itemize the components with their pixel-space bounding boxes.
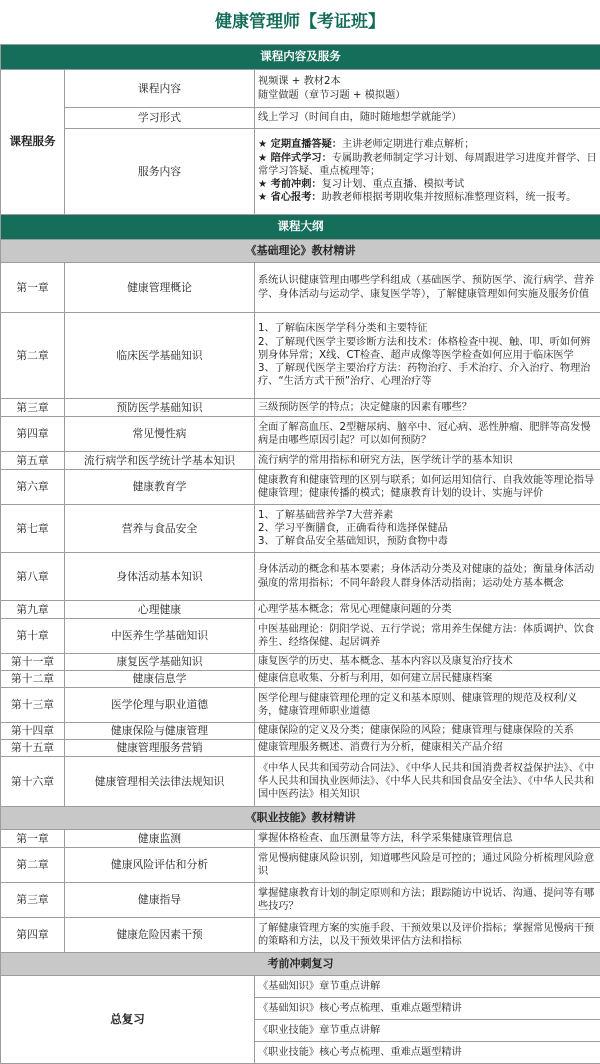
chapter-row [1, 417, 600, 452]
service-item [258, 191, 597, 204]
chapter-number: 第四章 [1, 918, 65, 953]
chapter-description: 康复医学的历史、基本概念、基本内容以及康复治疗技术 [255, 654, 600, 671]
service-item [258, 178, 597, 191]
skills-header: 《职业技能》教材精讲 [1, 807, 600, 830]
chapter-description: 医学伦理与健康管理伦理的定义和基本原则、健康管理的规范及权利/义务，健康管理师职业道德 [255, 688, 600, 723]
chapter-row [1, 399, 600, 417]
service-row-name: 课程内容 [65, 70, 255, 108]
chapter-title: 健康管理概论 [65, 263, 255, 313]
service-item-text: 复习计划、重点直播、模拟考试 [322, 179, 465, 190]
chapter-title: 健康保险与健康管理 [65, 723, 255, 740]
service-section-header-row [1, 45, 600, 70]
chapter-number: 第十五章 [1, 740, 65, 757]
chapter-number: 第三章 [1, 883, 65, 918]
review-item: 《基础知识》核心考点梳理、重难点题型精讲 [255, 998, 600, 1020]
text-line: 线上学习（时间自由，随时随地想学就能学） [258, 111, 597, 124]
chapter-row [1, 688, 600, 723]
review-row [1, 976, 600, 998]
chapter-title: 健康指导 [65, 883, 255, 918]
service-row [1, 108, 600, 129]
chapter-row [1, 830, 600, 848]
chapter-description: 流行病学的常用指标和研究方法，医学统计学的基本知识 [255, 452, 600, 470]
chapter-description: 健康管理服务概述、消费行为分析，健康相关产品介绍 [255, 740, 600, 757]
chapter-description: 健康信息收集、分析与利用，如何建立居民健康档案 [255, 671, 600, 688]
text-line: 3、了解食品安全基础知识，预防食物中毒 [258, 535, 597, 548]
chapter-description: 系统认识健康管理由哪些学科组成（基础医学、预防医学、流行病学、营养学、身体活动与运动学、康复医学等），了解健康管理如何实施及服务价值 [255, 263, 600, 313]
chapter-number: 第一章 [1, 263, 65, 313]
chapter-description: 常见慢病健康风险识别，知道哪些风险是可控的；通过风险分析梳理风险意识 [255, 848, 600, 883]
chapter-row [1, 757, 600, 807]
chapter-number: 第十章 [1, 619, 65, 654]
chapter-description: 中医基础理论：阴阳学说、五行学说；常用养生保健方法：体质调护、饮食养生、经络保健、起居调养 [255, 619, 600, 654]
chapter-row [1, 671, 600, 688]
chapter-number: 第十三章 [1, 688, 65, 723]
chapter-row [1, 470, 600, 505]
chapter-number: 第二章 [1, 313, 65, 399]
text-line: 视频课 + 教材2本 [258, 75, 597, 88]
chapter-row [1, 263, 600, 313]
chapter-description [255, 505, 600, 553]
chapter-description: 《中华人民共和国劳动合同法》、《中华人民共和国消费者权益保护法》、《中华人民共和国执业医师法》、《中华人民共和国食品安全法》、《中华人民共和国中医药法》相关知识 [255, 757, 600, 807]
chapter-title: 营养与食品安全 [65, 505, 255, 553]
chapter-title: 身体活动基本知识 [65, 553, 255, 601]
chapter-title: 常见慢性病 [65, 417, 255, 452]
service-item-text: 主讲老师定期进行难点解析； [342, 139, 474, 150]
service-row-content [255, 70, 600, 108]
chapter-title: 健康监测 [65, 830, 255, 848]
skills-header-row [1, 807, 600, 830]
chapter-number: 第五章 [1, 452, 65, 470]
chapter-number: 第四章 [1, 417, 65, 452]
chapter-title: 中医养生学基础知识 [65, 619, 255, 654]
chapter-row [1, 723, 600, 740]
service-row-name: 服务内容 [65, 129, 255, 215]
chapter-description: 了解健康管理方案的实施手段、干预效果以及评价指标；掌握常见慢病干预的策略和方法，以及干预效果评估方法和指标 [255, 918, 600, 953]
chapter-title: 健康信息学 [65, 671, 255, 688]
chapter-number: 第二章 [1, 848, 65, 883]
service-row-name: 学习形式 [65, 108, 255, 129]
chapter-row [1, 505, 600, 553]
review-header: 考前冲刺复习 [1, 953, 600, 976]
basics-header-row [1, 240, 600, 263]
chapter-row [1, 553, 600, 601]
service-item-text: 专属助教老师制定学习计划、每周跟进学习进度并督学、日常学习答疑、重点梳理等； [258, 153, 597, 177]
service-section-header: 课程内容及服务 [1, 45, 600, 70]
chapter-number: 第八章 [1, 553, 65, 601]
review-item: 《职业技能》核心考点梳理、重难点题型精讲 [255, 1042, 600, 1064]
chapter-title: 健康教育学 [65, 470, 255, 505]
chapter-description: 心理学基本概念；常见心理健康问题的分类 [255, 601, 600, 619]
chapter-row [1, 740, 600, 757]
chapter-title: 医学伦理与职业道德 [65, 688, 255, 723]
basics-header: 《基础理论》教材精讲 [1, 240, 600, 263]
chapter-number: 第十四章 [1, 723, 65, 740]
service-item [258, 152, 597, 178]
chapter-row [1, 619, 600, 654]
chapter-description: 掌握健康教育计划的制定原则和方法；跟踪随访中说话、沟通、提问等有哪些技巧？ [255, 883, 600, 918]
service-category: 课程服务 [1, 70, 65, 215]
text-line: 2、学习平衡膳食，正确看待和选择保健品 [258, 522, 597, 535]
chapter-row [1, 918, 600, 953]
page-title: 健康管理师【考证班】 [0, 0, 600, 44]
service-items [255, 129, 600, 215]
text-line: 1、了解临床医学学科分类和主要特征 [258, 322, 597, 335]
chapter-row [1, 601, 600, 619]
text-line: 随堂做题（章节习题 + 模拟题） [258, 89, 597, 102]
chapter-number: 第十二章 [1, 671, 65, 688]
chapter-number: 第十六章 [1, 757, 65, 807]
chapter-title: 康复医学基础知识 [65, 654, 255, 671]
service-row [1, 70, 600, 108]
chapter-number: 第三章 [1, 399, 65, 417]
service-item [258, 138, 597, 151]
chapter-row [1, 883, 600, 918]
chapter-description: 三级预防医学的特点；决定健康的因素有哪些？ [255, 399, 600, 417]
outline-header-row [1, 215, 600, 240]
chapter-title: 健康管理相关法律法规知识 [65, 757, 255, 807]
chapter-title: 健康管理服务营销 [65, 740, 255, 757]
chapter-row [1, 848, 600, 883]
text-line: 2、了解现代医学主要诊断方法和技术：体格检查中视、触、叩、听如何辨别身体异常；X线、CT检查、超声成像等医学检查如何应用于临床医学 [258, 336, 597, 362]
text-line: 3、了解现代医学主要治疗方法：药物治疗、手术治疗、介入治疗、物理治疗、“生活方式干预”治疗、心理治疗等 [258, 362, 597, 388]
chapter-description [255, 313, 600, 399]
service-item-label: ★ 定期直播答疑： [258, 139, 342, 150]
chapter-number: 第十一章 [1, 654, 65, 671]
chapter-description: 全面了解高血压、2型糖尿病、脑卒中、冠心病、恶性肿瘤、肥胖等高发慢病是由哪些原因引起？可以如何预防？ [255, 417, 600, 452]
chapter-title: 预防医学基础知识 [65, 399, 255, 417]
chapter-description: 身体活动的概念和基本要素；身体活动分类及对健康的益处；衡量身体活动强度的常用指标；不同年龄段人群身体活动指南；运动处方基本概念 [255, 553, 600, 601]
chapter-row [1, 452, 600, 470]
service-item-label: ★ 陪伴式学习： [258, 153, 332, 164]
service-item-text: 助教老师根据考期收集并按照标准整理资料，统一报考。 [322, 192, 577, 203]
chapter-title: 临床医学基础知识 [65, 313, 255, 399]
chapter-title: 流行病学和医学统计学基本知识 [65, 452, 255, 470]
chapter-number: 第九章 [1, 601, 65, 619]
review-header-row [1, 953, 600, 976]
chapter-title: 健康危险因素干预 [65, 918, 255, 953]
review-item: 《基础知识》章节重点讲解 [255, 976, 600, 998]
chapter-number: 第七章 [1, 505, 65, 553]
chapter-number: 第六章 [1, 470, 65, 505]
course-table [0, 44, 600, 1064]
chapter-description: 健康保险的定义及分类；健康保险的风险；健康管理与健康保险的关系 [255, 723, 600, 740]
service-row [1, 129, 600, 215]
review-category: 总复习 [1, 976, 255, 1064]
text-line: 1、了解基础营养学7大营养素 [258, 509, 597, 522]
chapter-description: 掌握体格检查、血压测量等方法，科学采集健康管理信息 [255, 830, 600, 848]
chapter-description: 健康教育和健康管理的区别与联系；如何运用知信行、自我效能等理论指导健康管理；健康传播的模式；健康教育计划的设计、实施与评价 [255, 470, 600, 505]
outline-header: 课程大纲 [1, 215, 600, 240]
service-item-label: ★ 省心报考： [258, 192, 322, 203]
chapter-row [1, 654, 600, 671]
chapter-title: 心理健康 [65, 601, 255, 619]
chapter-row [1, 313, 600, 399]
chapter-number: 第一章 [1, 830, 65, 848]
chapter-title: 健康风险评估和分析 [65, 848, 255, 883]
service-item-label: ★ 考前冲刺： [258, 179, 322, 190]
review-item: 《职业技能》章节重点讲解 [255, 1020, 600, 1042]
service-row-content [255, 108, 600, 129]
